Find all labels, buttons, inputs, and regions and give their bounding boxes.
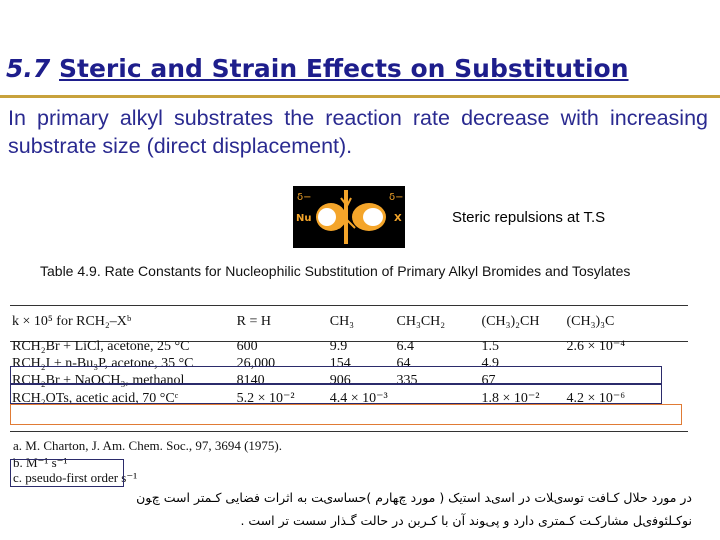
table-cell: 4.2 × 10⁻⁶ [566,391,626,407]
section-number: 5.7 [6,54,51,83]
header-cell: k × 10⁵ for RCH₂–Xᵇ [12,314,132,329]
delta-minus-right: δ− [389,192,404,203]
table-top-rule [10,305,688,306]
highlight-box-row-3 [10,383,662,404]
footnote-a: a. M. Charton, J. Am. Chem. Soc., 97, 3694 (1975). [13,438,283,453]
table-cell: 4.9 [481,356,500,372]
table-caption: Table 4.9. Rate Constants for Nucleophilic Substitution of Primary Alkyl Bromides and Tosylates [40,263,631,279]
table-cell: 600 [236,338,258,354]
table-cell: RCH₂Br + NaOCH₃, methanol [12,373,185,389]
persian-note-line-1: در مورد حلال کـﺎفت ﺗﻮﺳیﻼت در ﺍﺳیﺪ ﺍﺳﺘیک ( ﻣﻮﺭﺩ چﻬﺎﺭﻡ )ﺣﺴﺎﺳیﺖ ﺑﻪ ﺍﺛﺮﺍﺕ ﻓﻀﺎیی کـﻤﺘﺮ ﺍﺳﺖ چﻮﻥ [136,490,692,505]
table-cell: 1.5 [481,338,500,354]
table-cell: RCH₂Br + LiCl, acetone, 25 °C [12,338,190,354]
table-row [10,338,690,355]
highlight-box-row-4 [10,404,682,425]
table-cell: 9.9 [329,338,348,354]
table-cell: 8140 [236,373,265,389]
table-cell: 2.6 × 10⁻⁴ [566,339,626,355]
table-cell: 906 [329,373,351,389]
table-cell: 26,000 [236,356,276,372]
x-lobe-inner [363,208,383,226]
table-cell: 67 [481,373,496,389]
table-cell: 5.2 × 10⁻² [236,391,295,407]
footnote-c: c. pseudo-first order s⁻¹ [13,470,138,485]
title-rule [0,95,720,98]
figure-caption: Steric repulsions at T.S [452,209,606,226]
table-cell: 64 [396,356,411,372]
table-header-row [10,312,690,338]
header-cell: CH₃CH₂ [396,314,446,329]
intro-paragraph: In primary alkyl substrates the reaction rate decrease with increasing substrate size (direct displacement). [8,106,708,158]
table-cell: 1.8 × 10⁻² [481,391,540,407]
nu-lobe-inner [318,208,336,226]
footnote-highlight-box [10,459,124,487]
table-cell: RCH₂OTs, acetic acid, 70 °Cᶜ [12,390,179,406]
persian-note-line-2: ﻧﻮکـﻠﺌﻮﻓیﻞ ﻣﺸﺎﺭکـﺖ کـﻤﺘﺮی ﺩﺍﺭﺩ ﻭ پیﻮﻧﺪ ﺁﻥ ﺑﺎ کـﺮﺑﻦ ﺩﺭ ﺣﺎﻟﺖ گـﺬﺍﺭ ﺳﺴﺖ ﺗﺮ ﺍﺳﺖ . [240,513,692,528]
title-text: Steric and Strain Effects on Substitution [59,54,629,83]
table-bottom-rule [10,431,688,432]
header-cell: CH₃ [329,314,355,329]
table-cell: 154 [329,356,351,372]
delta-minus-left: δ− [297,192,312,203]
nu-label: Nu [296,213,312,224]
transition-state-orbital-diagram [293,186,405,248]
table-cell: RCH₂I + n-Bu₃P, acetone, 35 °C [12,356,194,372]
slide-title [6,54,629,83]
table-cell: 4.4 × 10⁻³ [329,391,388,407]
table-cell: 335 [396,373,418,389]
x-label: X [394,213,402,224]
table-cell: 6.4 [396,338,415,354]
footnote-b: b. M⁻¹ s⁻¹ [13,455,68,470]
header-cell: (CH₃)₂CH [481,314,540,329]
header-cell: (CH₃)₃C [566,314,615,329]
header-cell: R = H [236,314,271,329]
